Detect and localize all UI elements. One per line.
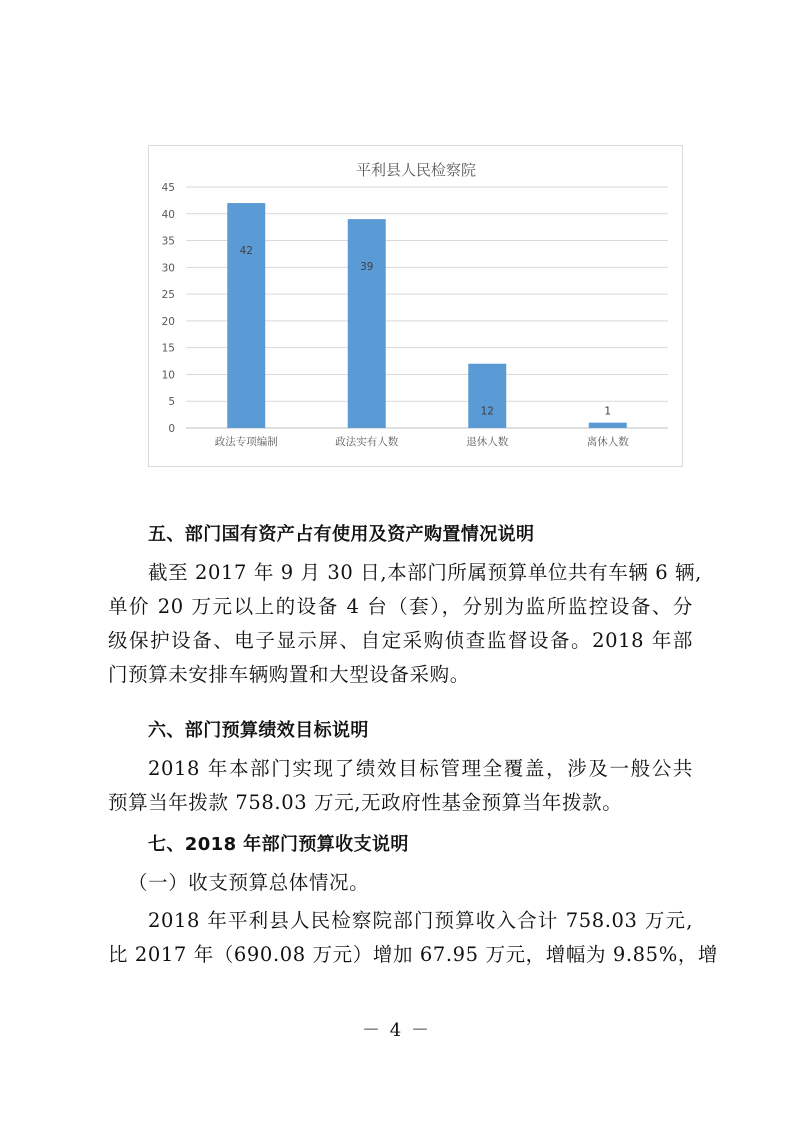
y-tick-label: 20 — [161, 315, 175, 328]
section-heading-performance: 六、部门预算绩效目标说明 — [148, 720, 369, 741]
paragraph-line: 2018 年平利县人民检察院部门预算收入合计 758.03 万元, — [148, 909, 693, 932]
paragraph-line: 预算当年拨款 758.03 万元,无政府性基金预算当年拨款。 — [108, 791, 623, 814]
paragraph-line: 比 2017 年（690.08 万元）增加 67.95 万元，增幅为 9.85%，增 — [108, 943, 719, 966]
section-heading-assets: 五、部门国有资产占有使用及资产购置情况说明 — [148, 524, 535, 545]
chart-title: 平利县人民检察院 — [355, 161, 477, 179]
staffing-bar-chart — [148, 145, 683, 467]
y-tick-label: 30 — [161, 262, 175, 275]
y-tick-label: 10 — [161, 369, 175, 382]
data-label: 42 — [239, 245, 253, 258]
y-tick-label: 35 — [161, 235, 175, 248]
data-label: 12 — [480, 405, 494, 418]
y-tick-label: 40 — [161, 208, 175, 221]
x-tick-label: 政法实有人数 — [335, 436, 399, 448]
bar — [589, 423, 627, 428]
x-tick-label: 退休人数 — [466, 436, 509, 448]
subsection-heading: （一）收支预算总体情况。 — [128, 871, 370, 894]
y-tick-label: 25 — [161, 289, 175, 302]
section-heading-budget: 七、2018 年部门预算收支说明 — [148, 834, 409, 855]
paragraph-line: 门预算未安排车辆购置和大型设备采购。 — [108, 663, 470, 686]
paragraph-line: 级保护设备、电子显示屏、自定采购侦查监督设备。2018 年部 — [108, 629, 693, 652]
data-label: 39 — [360, 261, 374, 274]
page-number: － 4 － — [362, 1020, 431, 1041]
y-tick-label: 5 — [168, 396, 175, 409]
bar — [227, 203, 265, 428]
bar — [348, 219, 386, 428]
chart-canvas — [149, 146, 684, 468]
y-tick-label: 15 — [161, 342, 175, 355]
y-tick-label: 0 — [168, 423, 175, 435]
data-label: 1 — [604, 405, 612, 418]
x-tick-label: 离休人数 — [586, 436, 629, 448]
bar — [468, 364, 506, 428]
paragraph-line: 单价 20 万元以上的设备 4 台（套），分别为监所监控设备、分 — [108, 595, 693, 618]
paragraph-line: 2018 年本部门实现了绩效目标管理全覆盖，涉及一般公共 — [148, 757, 693, 780]
y-tick-label: 45 — [161, 182, 175, 194]
x-tick-label: 政法专项编制 — [214, 436, 278, 448]
paragraph-line: 截至 2017 年 9 月 30 日,本部门所属预算单位共有车辆 6 辆, — [148, 561, 702, 584]
